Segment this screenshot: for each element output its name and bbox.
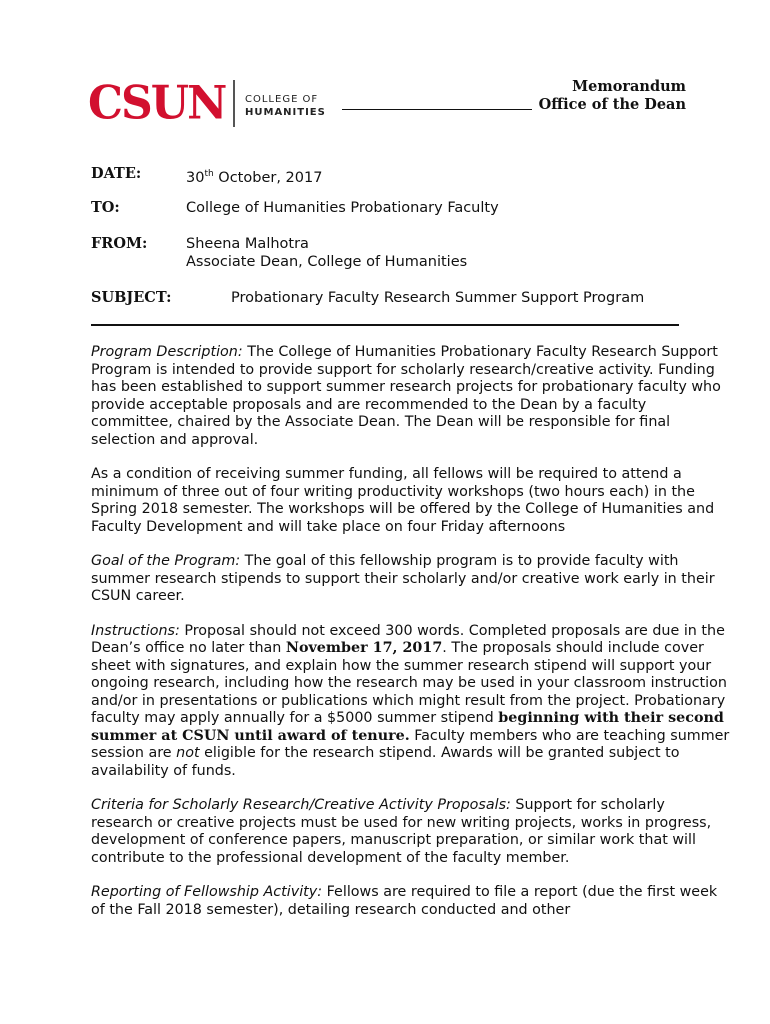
deadline-date: November 17, 2017: [285, 640, 443, 656]
instructions-text-c: Faculty members who are teaching summer session are: [91, 727, 730, 761]
paragraph-criteria: [91, 797, 731, 867]
reporting-label: Reporting of Fellowship Activity:: [91, 884, 323, 900]
memo-underline: [342, 109, 532, 110]
memo-heading: [539, 78, 686, 114]
csun-logo: CSUN: [88, 76, 226, 131]
instructions-text-b: . The proposals should include cover sheet with signatures, and explain how the summer research stipend will support your ongoing research, including how the research may be used in your classroom instruction and/or in presentations or publications which might result from the project. Probationary faculty may apply annually for a $5000 summer stipend: [91, 640, 727, 726]
from-title: Associate Dean, College of Humanities: [186, 254, 468, 270]
memo-subtitle: Office of the Dean: [538, 96, 686, 113]
program-description-label: Program Description:: [91, 344, 243, 360]
header-rule: [91, 324, 679, 326]
paragraph-program-description: [91, 344, 731, 449]
goal-text: The goal of this fellowship program is to provide faculty with summer research stipends to support their scholarly and/or creative work early in their CSUN career.: [91, 553, 715, 604]
memo-title: Memorandum: [572, 78, 686, 95]
instructions-text-a: Proposal should not exceed 300 words. Completed proposals are due in the Dean’s office no later than: [91, 622, 725, 656]
date-suffix: th: [204, 169, 214, 179]
program-description-text: The College of Humanities Probationary Faculty Research Support Program is intended to provide support for scholarly research/creative activity. Funding has been established to support summer research projects for probationary faculty who provide acceptable proposals and are recommended to the Dean by a faculty committee, chaired by the Associate Dean. The Dean will be responsible for final selection and approval.: [91, 344, 721, 448]
instructions-text-d: eligible for the research stipend. Awards will be granted subject to availability of funds.: [91, 745, 680, 779]
not-emphasis: not: [176, 745, 200, 761]
criteria-label: Criteria for Scholarly Research/Creative Activity Proposals:: [91, 797, 511, 813]
instructions-label: Instructions:: [91, 622, 180, 639]
date-value: [186, 165, 322, 187]
date-label: DATE:: [91, 165, 142, 182]
from-label: FROM:: [91, 235, 148, 252]
reporting-text: Fellows are required to file a report (due the first week of the Fall 2018 semester), detailing research conducted and other: [91, 884, 718, 918]
date-rest: October, 2017: [213, 169, 323, 186]
college-logo-text: [245, 93, 326, 119]
memo-body: [91, 344, 731, 936]
eligibility-terms: beginning with their second summer at CSUN until award of tenure.: [91, 710, 724, 744]
paragraph-condition: As a condition of receiving summer funding, all fellows will be required to attend a minimum of three out of four writing productivity workshops (two hours each) in the Spring 2018 semester. The workshops will be offered by the College of Humanities and Faculty Development and will take place on four Friday afternoons: [91, 466, 715, 535]
subject-label: SUBJECT:: [91, 289, 172, 306]
college-line-1: COLLEGE OF: [245, 94, 319, 105]
from-value: [186, 235, 467, 271]
to-value: College of Humanities Probationary Faculty: [186, 200, 499, 216]
college-line-2: HUMANITIES: [245, 107, 326, 118]
from-name: Sheena Malhotra: [186, 236, 309, 252]
paragraph-instructions: [91, 623, 731, 781]
date-day: 30: [186, 169, 205, 186]
logo-divider: [233, 80, 235, 127]
paragraph-reporting: [91, 884, 731, 919]
subject-value: Probationary Faculty Research Summer Support Program: [231, 290, 645, 306]
paragraph-goal: [91, 553, 731, 606]
to-label: TO:: [91, 199, 120, 216]
goal-label: Goal of the Program:: [91, 553, 241, 569]
criteria-text: Support for scholarly research or creative projects must be used for new writing projects, works in progress, development of conference papers, manuscript preparation, or similar work that will contribute to the professional development of the faculty member.: [91, 797, 712, 866]
